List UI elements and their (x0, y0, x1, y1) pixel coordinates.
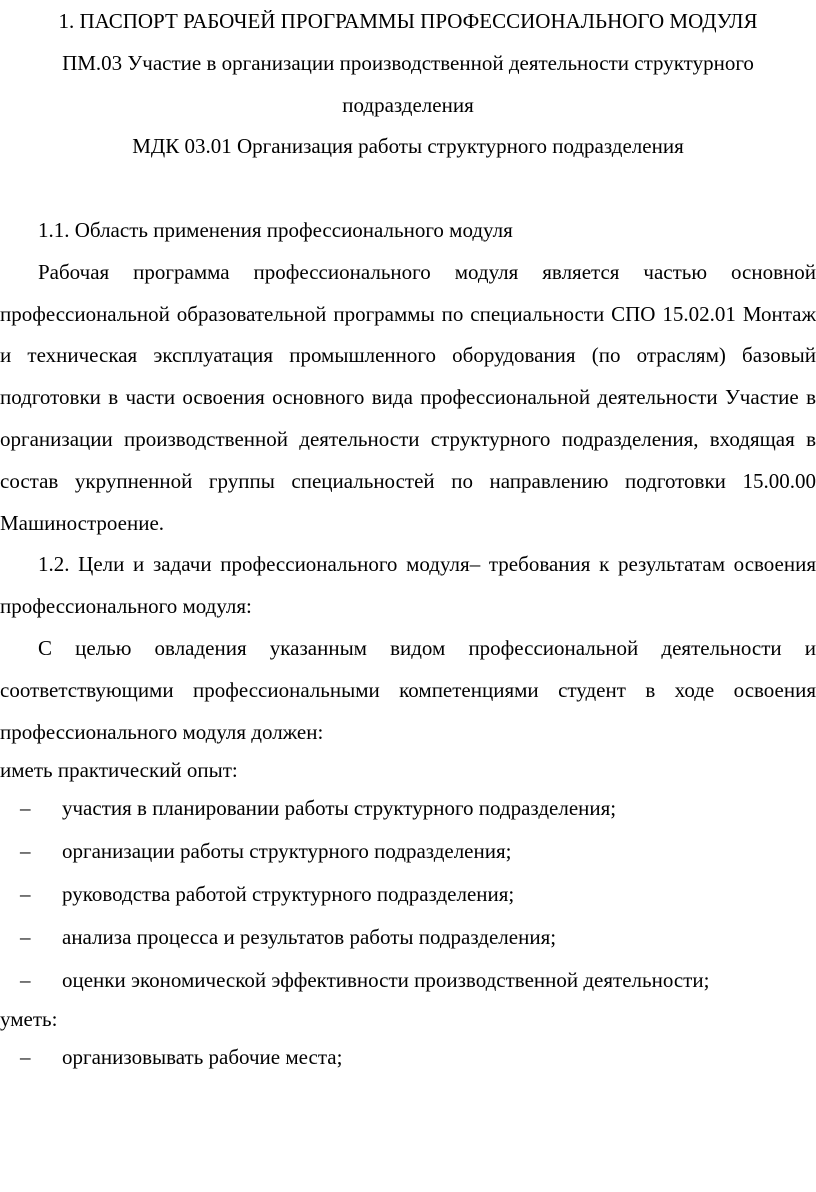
list-item (0, 1036, 816, 1079)
blank-line (0, 168, 816, 210)
list-item-text: организации работы структурного подразделения; (62, 839, 512, 864)
list-item (0, 830, 816, 873)
dash-marker: – (20, 925, 31, 950)
skills-list (0, 1036, 816, 1079)
list-item-text: оценки экономической эффективности производственной деятельности; (62, 968, 710, 993)
skills-label: уметь: (0, 1007, 58, 1032)
dash-marker: – (20, 1045, 31, 1070)
dash-marker: – (20, 882, 31, 907)
section-1-2-intro: С целью овладения указанным видом профессиональной деятельности и соответствующими профессиональными компетенциями студент в ходе освоения профессионального модуля должен: (0, 635, 816, 744)
dash-marker: – (20, 968, 31, 993)
document-title: 1. ПАСПОРТ РАБОЧЕЙ ПРОГРАММЫ ПРОФЕССИОНАЛЬНОГО МОДУЛЯ (58, 9, 758, 33)
list-item-text: организовывать рабочие места; (62, 1045, 343, 1070)
section-1-2-heading: 1.2. Цели и задачи профессионального модуля– требования к результатам освоения профессионального модуля: (0, 552, 816, 619)
experience-label: иметь практический опыт: (0, 758, 238, 783)
list-item (0, 873, 816, 916)
dash-marker: – (20, 839, 31, 864)
mdk-title: МДК 03.01 Организация работы структурного подразделения (132, 134, 684, 159)
list-item (0, 787, 816, 830)
module-title: ПМ.03 Участие в организации производственной деятельности структурного подразделения (62, 50, 754, 117)
list-item-text: анализа процесса и результатов работы подразделения; (62, 925, 557, 950)
experience-list (0, 787, 816, 1002)
section-1-1-text: Рабочая программа профессионального модуля является частью основной профессиональной образовательной программы по специальности СПО 15.02.01 Монтаж и техническая эксплуатация промышленного оборудования (по отраслям) базовый подготовки в части освоения основного вида профессиональной деятельности Участие в организации производственной деятельности структурного подразделения, входящая в состав укрупненной группы специальностей по направлению подготовки 15.00.00 Машиностроение. (0, 259, 816, 535)
list-item (0, 959, 816, 1002)
dash-marker: – (20, 796, 31, 821)
section-1-1-heading: 1.1. Область применения профессионального модуля (38, 217, 513, 242)
list-item-text: участия в планировании работы структурного подразделения; (62, 796, 617, 821)
list-item-text: руководства работой структурного подразделения; (62, 882, 515, 907)
list-item (0, 916, 816, 959)
